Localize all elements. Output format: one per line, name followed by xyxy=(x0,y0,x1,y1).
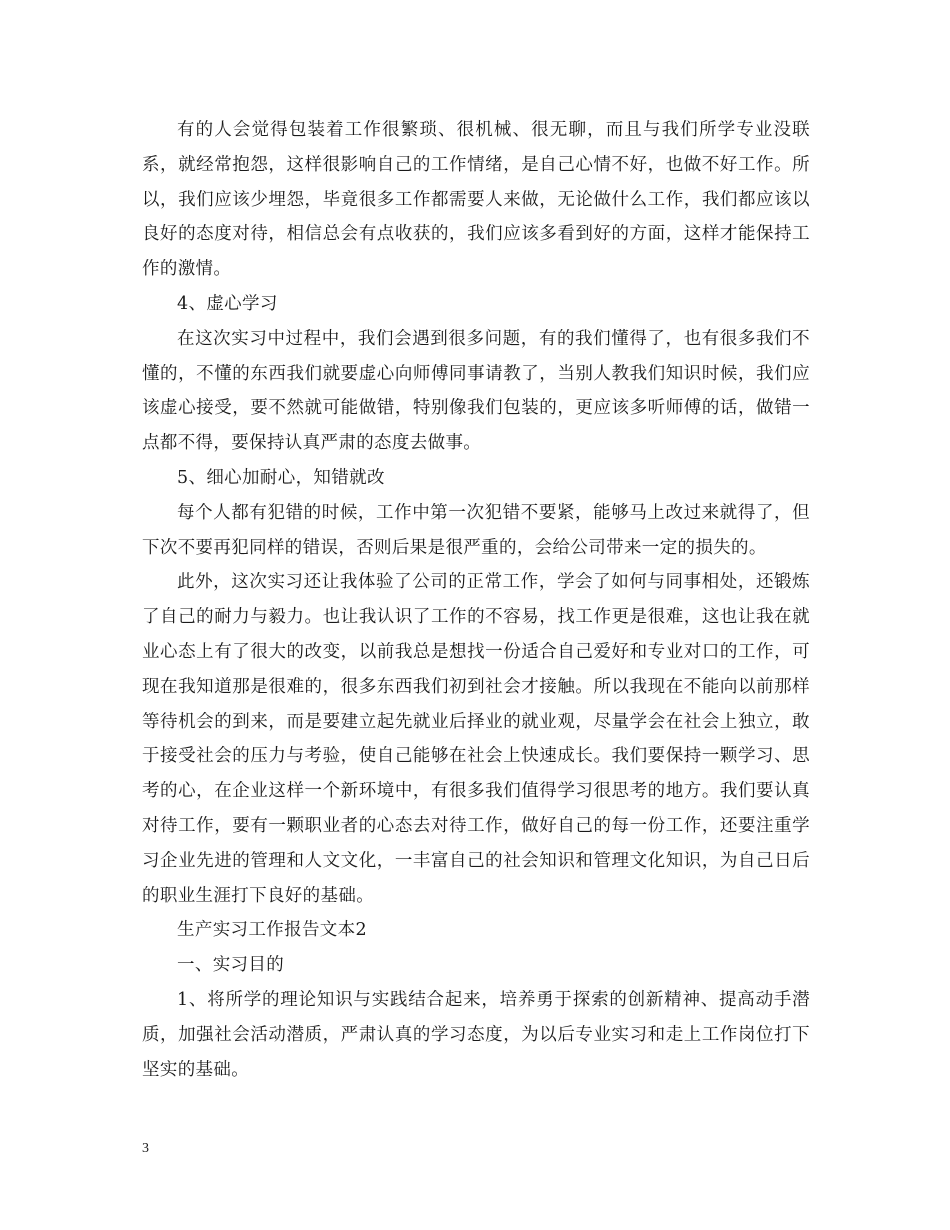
paragraph-mistakes: 每个人都有犯错的时候，工作中第一次犯错不要紧，能够马上改过来就得了，但下次不要再犯同样的错误，否则后果是很严重的，会给公司带来一定的损失的。 xyxy=(142,502,810,558)
document-body xyxy=(142,113,810,1087)
paragraph-complaints: 有的人会觉得包装着工作很繁琐、很机械、很无聊，而且与我们所学专业没联系，就经常抱怨，这样很影响自己的工作情绪，是自己心情不好，也做不好工作。所以，我们应该少埋怨，毕竟很多工作都需要人来做，无论做什么工作，我们都应该以良好的态度对待，相信总会有点收获的，我们应该多看到好的方面，这样才能保持工作的激情。 xyxy=(142,120,810,280)
heading-report-text-2: 生产实习工作报告文本2 xyxy=(177,920,367,941)
page-number: 3 xyxy=(142,1141,149,1156)
heading-humble-learning: 4、虚心学习 xyxy=(177,293,278,314)
paragraph-experience: 此外，这次实习还让我体验了公司的正常工作，学会了如何与同事相处，还锻炼了自己的耐力与毅力。也让我认识了工作的不容易，找工作更是很难，这也让我在就业心态上有了很大的改变，以前我总是想找一份适合自己爱好和专业对口的工作，可现在我知道那是很难的，很多东西我们初到社会才接触。所以我现在不能向以前那样等待机会的到来，而是要建立起先就业后择业的就业观，尽量学会在社会上独立，敢于接受社会的压力与考验，使自己能够在社会上快速成长。我们要保持一颗学习、思考的心，在企业这样一个新环境中，有很多我们值得学习很思考的地方。我们要认真对待工作，要有一颗职业者的心态去对待工作，做好自己的每一份工作，还要注重学习企业先进的管理和人文文化，一丰富自己的社会知识和管理文化知识，为自己日后的职业生涯打下良好的基础。 xyxy=(142,572,810,906)
heading-careful-patient: 5、细心加耐心，知错就改 xyxy=(177,467,385,488)
heading-internship-purpose: 一、实习目的 xyxy=(177,955,285,976)
paragraph-humble-learning: 在这次实习中过程中，我们会遇到很多问题，有的我们懂得了，也有很多我们不懂的，不懂的东西我们就要虚心向师傅同事请教了，当别人教我们知识时候，我们应该虚心接受，要不然就可能做错，特别像我们包装的，更应该多听师傅的话，做错一点都不得，要保持认真严肃的态度去做事。 xyxy=(142,328,810,454)
paragraph-purpose-1: 1、将所学的理论知识与实践结合起来，培养勇于探索的创新精神、提高动手潜质，加强社会活动潜质，严肃认真的学习态度，为以后专业实习和走上工作岗位打下坚实的基础。 xyxy=(142,989,810,1080)
